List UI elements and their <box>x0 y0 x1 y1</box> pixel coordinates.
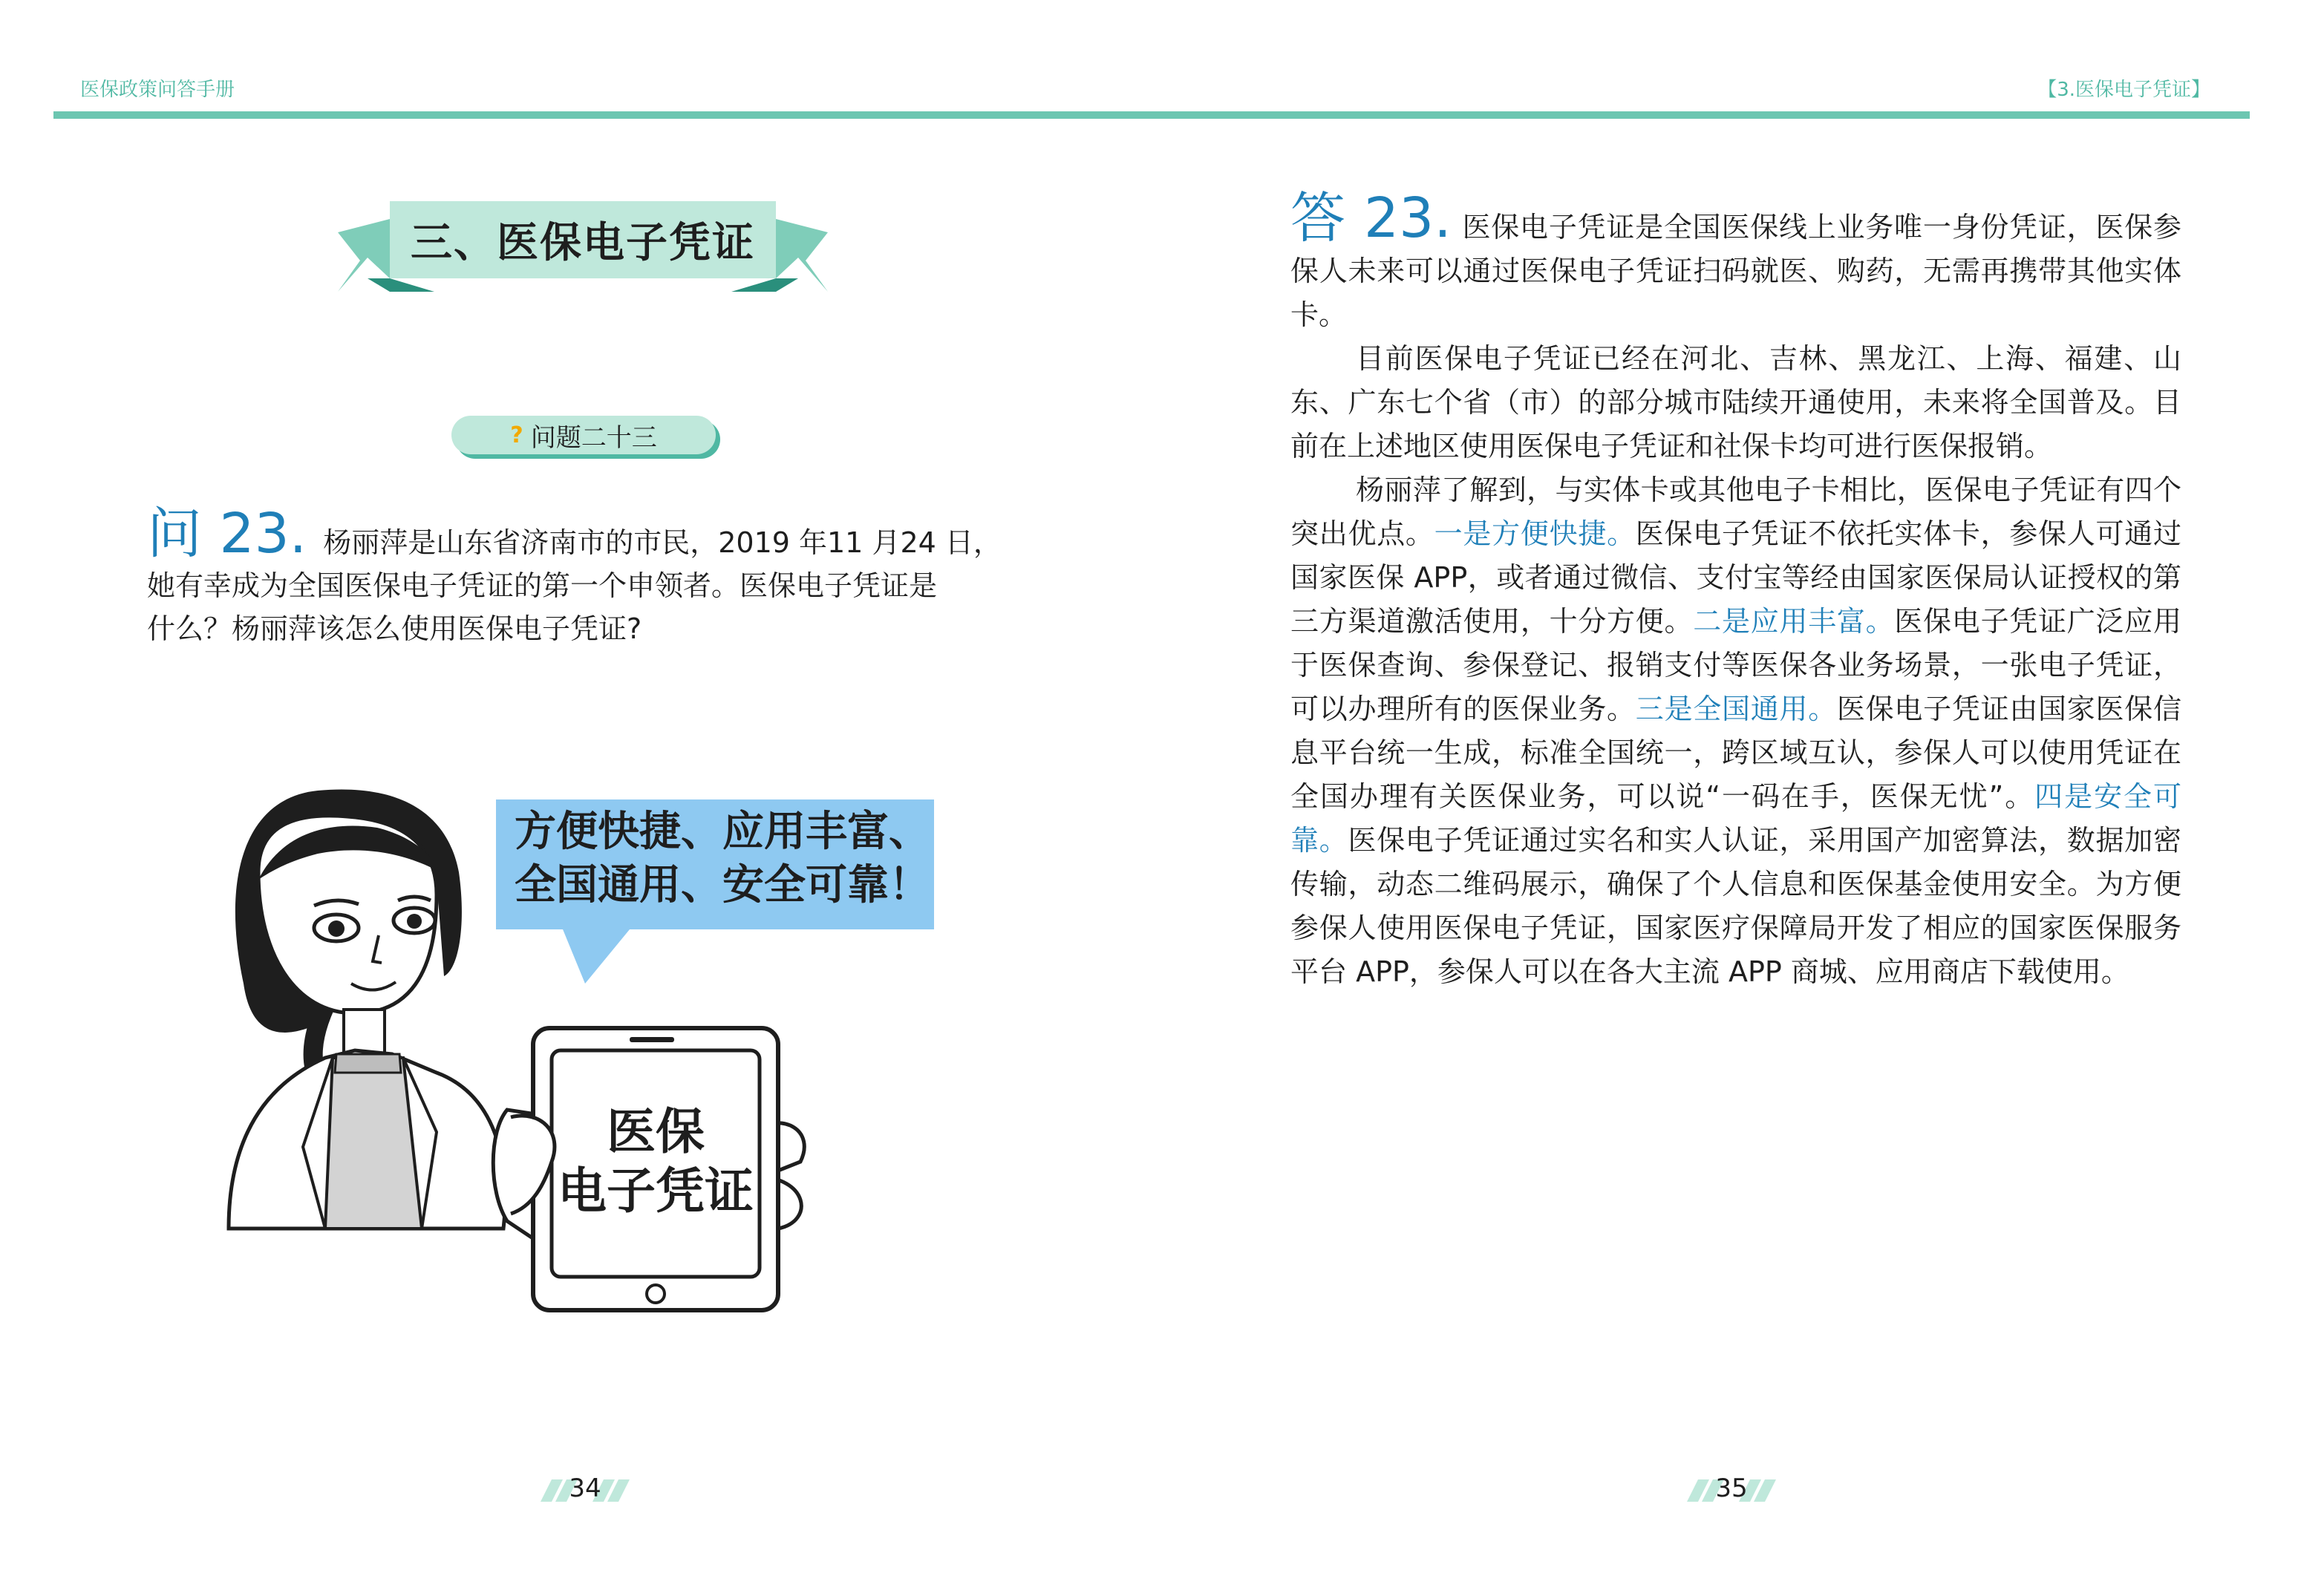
phone-screen-line-1: 医保 <box>607 1103 705 1160</box>
highlight-rich-applications: 二是应用丰富。 <box>1693 605 1895 638</box>
answer-paragraph-3: 杨丽萍了解到，与实体卡或其他电子卡相比，医保电子凭证有四个突出优点。一是方便快捷。医保电子凭证不依托实体卡，参保人可通过国家医保 APP，或者通过微信、支付宝等经由国家医保局认证授权的第三方渠道激活使用，十分方便。二是应用丰富。医保电子凭证广泛应用于医保查询、参保登记、报销支付等医保各业务场景，一张电子凭证，可以办理所有的医保业务。三是全国通用。医保电子凭证由国家医保信息平台统一生成，标准全国统一，跨区域互认，参保人可以使用凭证在全国办理有关医保业务，可以说“一码在手，医保无忧”。四是安全可靠。医保电子凭证通过实名和实人认证，采用国产加密算法，数据加密传输，动态二维码展示，确保了个人信息和医保基金使用安全。为方便参保人使用医保电子凭证，国家医疗保障局开发了相应的国家医保服务平台 APP，参保人可以在各大主流 APP 商城、应用商店下载使用。 <box>1290 474 2181 988</box>
page-number-right: 35 <box>1680 1474 1783 1508</box>
answer-block <box>1290 186 2181 994</box>
chapter-ribbon <box>338 197 828 301</box>
question-number: 问 23. <box>147 502 307 566</box>
answer-paragraph-2: 目前医保电子凭证已经在河北、吉林、黑龙江、上海、福建、山东、广东七个省（市）的部分城市陆续开通使用，未来将全国普及。目前在上述地区使用医保电子凭证和社保卡均可进行医保报销。 <box>1290 342 2181 462</box>
question-tag <box>451 416 716 454</box>
answer-paragraph-1: 答 23. 医保电子凭证是全国医保线上业务唯一身份凭证，医保参保人未来可以通过医保电子凭证扫码就医、购药，无需再携带其他实体卡。 <box>1290 186 2181 331</box>
page-number-left: 34 <box>533 1474 637 1508</box>
phone-screen-line-2: 电子凭证 <box>558 1162 754 1220</box>
question-line-1: 杨丽萍是山东省济南市的市民，2019 年11 月24 日， <box>323 526 1002 559</box>
question-line-3: 什么？杨丽萍该怎么使用医保电子凭证? <box>147 612 642 645</box>
question-block <box>147 502 1038 650</box>
header-rule <box>53 111 2250 119</box>
running-header-left: 医保政策问答手册 <box>80 79 235 101</box>
illustration <box>214 761 956 1314</box>
question-tag-label: 问题二十三 <box>530 422 657 453</box>
question-line-2: 她有幸成为全国医保电子凭证的第一个申领者。医保电子凭证是 <box>147 569 938 602</box>
speech-line-2: 全国通用、安全可靠！ <box>515 861 930 909</box>
highlight-nationwide: 三是全国通用。 <box>1635 693 1837 725</box>
lightbulb-icon: ? <box>510 422 523 448</box>
chapter-title: 三、医保电子凭证 <box>411 219 755 267</box>
answer-number: 答 23. <box>1290 186 1452 250</box>
speech-line-1: 方便快捷、应用丰富、 <box>515 808 930 856</box>
running-header-right: 【3.医保电子凭证】 <box>2037 79 2210 101</box>
highlight-convenient: 一是方便快捷。 <box>1434 517 1636 550</box>
highlight-secure: 四是安全可靠。 <box>1290 780 2181 857</box>
